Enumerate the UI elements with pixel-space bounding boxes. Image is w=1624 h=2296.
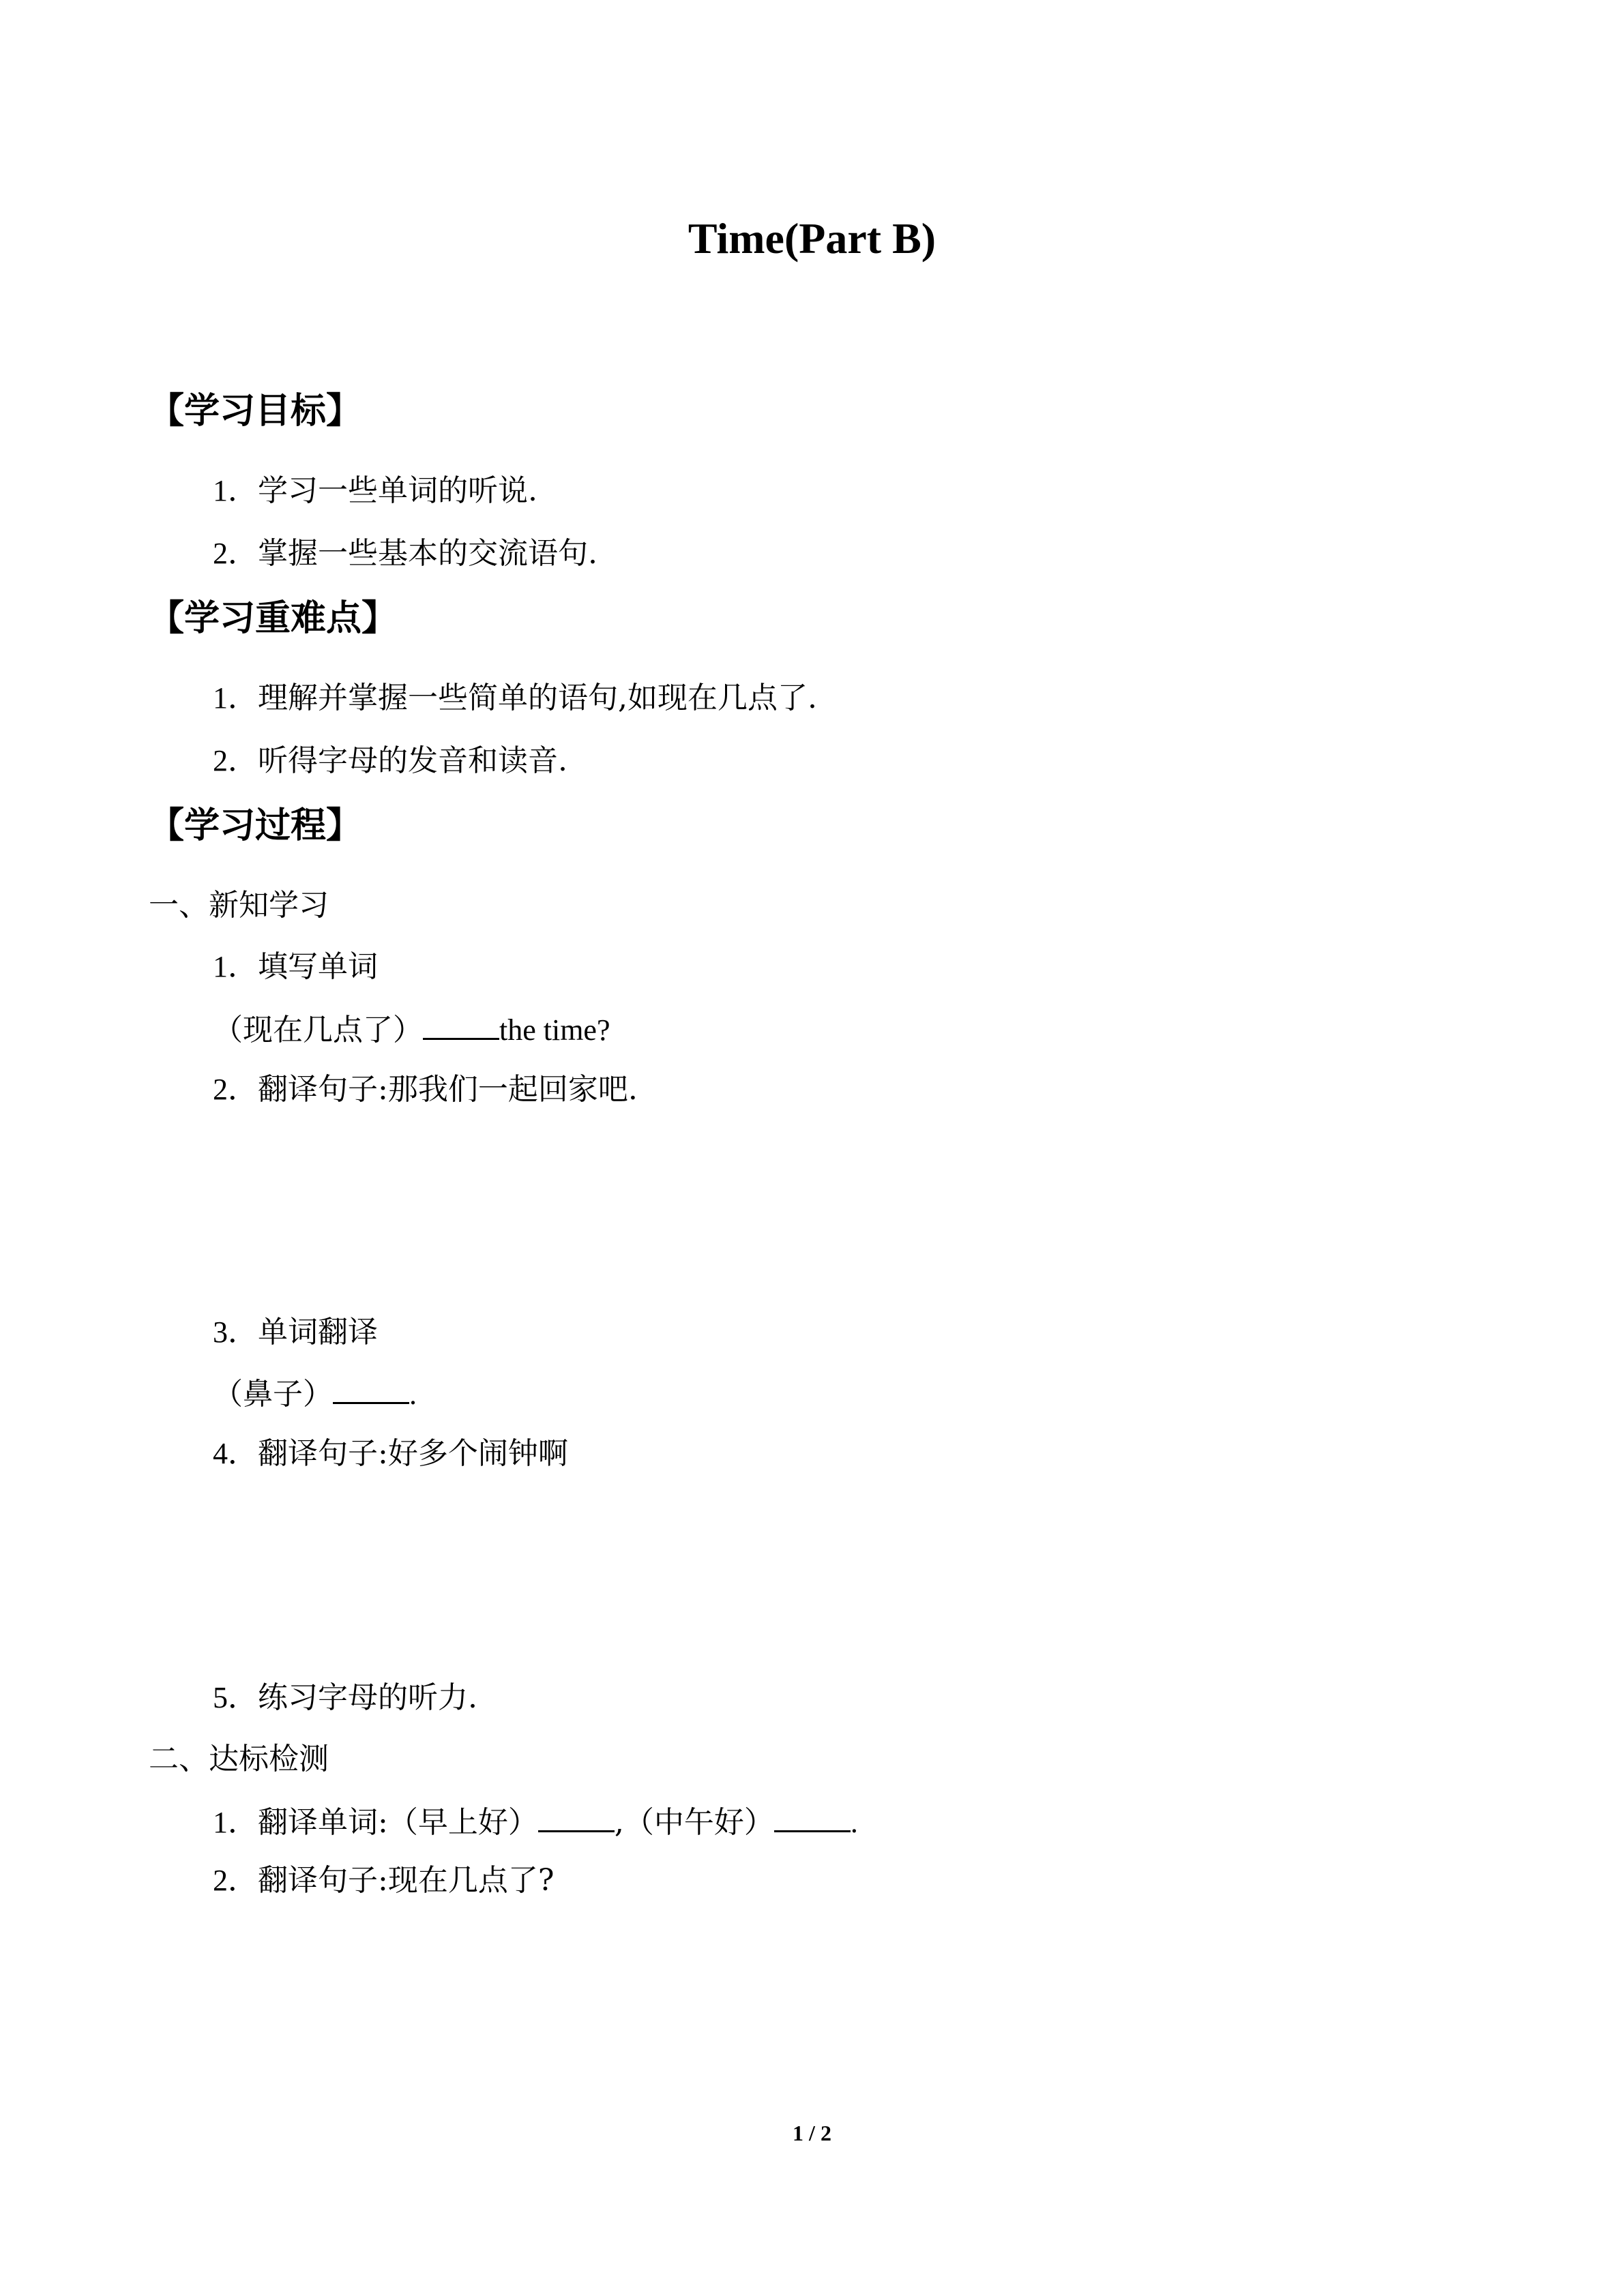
item-text: 理解并掌握一些简单的语句,如现在几点了. [258, 681, 817, 715]
question-4 [213, 1433, 568, 1474]
fill-suffix: . [409, 1377, 417, 1411]
section-heading-objectives: 【学习目标】 [149, 391, 362, 432]
item-number: 1． [213, 681, 258, 715]
page-number: 1 / 2 [793, 2121, 831, 2145]
key-point-item-1 [213, 678, 817, 719]
fill-suffix: . [850, 1806, 858, 1839]
item-number: 2． [213, 537, 258, 570]
question-text: 翻译句子:那我们一起回家吧. [258, 1072, 638, 1107]
item-number: 5． [213, 1681, 258, 1714]
item-number: 1． [213, 1806, 258, 1839]
fill-prompt: （现在几点了） [213, 1013, 423, 1047]
question-text: 翻译句子:现在几点了? [258, 1863, 555, 1898]
answer-blank-noon[interactable] [774, 1800, 851, 1832]
fill-prompt: （鼻子） [213, 1377, 333, 1412]
assessment-question-1 [213, 1800, 858, 1843]
item-number: 4． [213, 1437, 258, 1470]
page-title: Time(Part B) [688, 214, 936, 263]
objective-item-1 [213, 471, 537, 511]
item-number: 1． [213, 950, 258, 983]
item-number: 2． [213, 744, 258, 777]
item-text: 听得字母的发音和读音. [258, 743, 567, 778]
section-heading-process: 【学习过程】 [149, 805, 362, 846]
key-point-item-2 [213, 741, 567, 781]
question-3-fill [213, 1372, 417, 1415]
item-text: 掌握一些基本的交流语句. [258, 536, 597, 571]
item-number: 1． [213, 474, 258, 507]
question-3 [213, 1312, 378, 1353]
item-number: 2． [213, 1073, 258, 1106]
question-text: 翻译句子:好多个闹钟啊 [258, 1436, 568, 1471]
objective-item-2 [213, 533, 597, 574]
question-1 [213, 946, 378, 987]
fill-suffix: the time? [499, 1013, 610, 1047]
item-text: 学习一些单词的听说. [258, 473, 537, 508]
question-text: 练习字母的听力. [258, 1680, 477, 1715]
answer-blank[interactable] [333, 1372, 409, 1404]
question-5 [213, 1678, 477, 1718]
part-label-new-knowledge: 一、新知学习 [149, 888, 329, 923]
item-number: 2． [213, 1864, 258, 1897]
question-1-fill [213, 1008, 610, 1051]
question-text: ,（中午好） [614, 1805, 774, 1840]
item-number: 3． [213, 1315, 258, 1349]
question-2 [213, 1069, 638, 1110]
answer-blank[interactable] [423, 1008, 499, 1040]
part-label-assessment: 二、达标检测 [149, 1742, 329, 1776]
question-text: 填写单词 [258, 949, 378, 984]
question-text: 翻译单词:（早上好） [258, 1805, 538, 1840]
question-text: 单词翻译 [258, 1315, 378, 1350]
answer-blank-morning[interactable] [538, 1800, 615, 1832]
section-heading-key-points: 【学习重难点】 [149, 598, 398, 639]
assessment-question-2 [213, 1860, 554, 1901]
